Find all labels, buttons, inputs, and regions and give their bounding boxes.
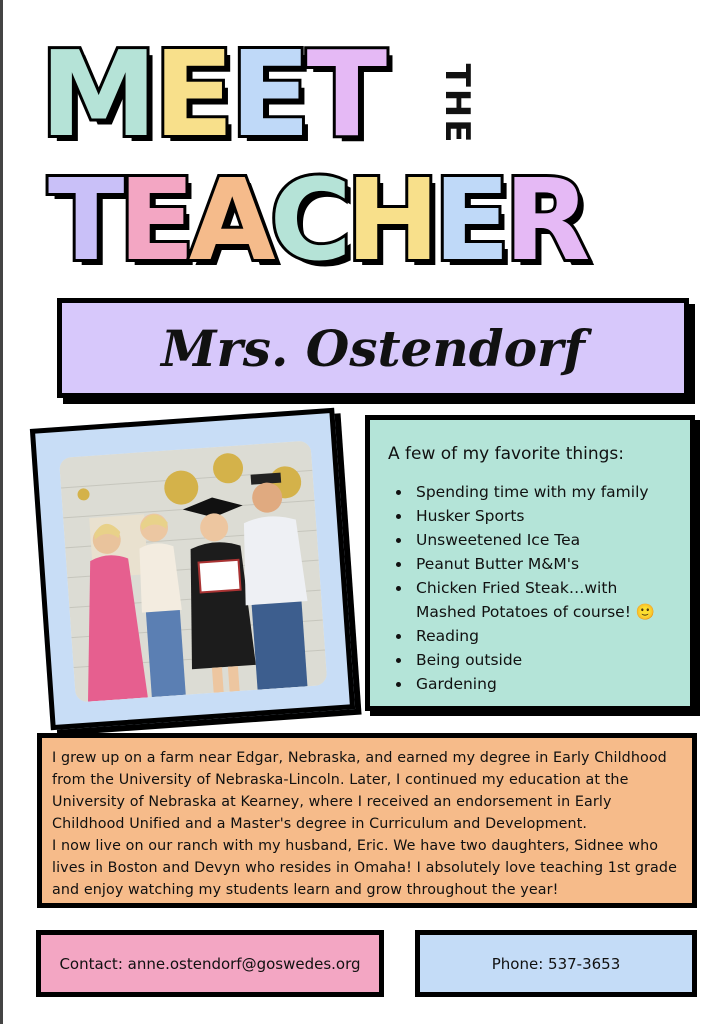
title-teacher-letter: E — [433, 156, 505, 286]
bio-paragraph-1: I grew up on a farm near Edgar, Nebraska, and earned my degree in Early Childhood from the University of Nebraska-Lincoln. Later, I continued my education at the University of Nebraska at Kearney, where I received an endorsement in Early Childhood Unified and a Master's degree in Curriculum and Development. — [52, 750, 667, 832]
title-teacher-letter: A — [188, 156, 270, 286]
bio-paragraph-2: I now live on our ranch with my husband, Eric. We have two daughters, Sidnee who lives in Boston and Devyn who resides in Omaha! I absolutely love teaching 1st grade and enjoy watching my students learn and grow throughout the year! — [52, 838, 677, 898]
favorites-list — [386, 480, 676, 696]
list-item: • Reading — [412, 624, 676, 648]
page-edge — [0, 0, 3, 1024]
title-word-teacher — [48, 156, 585, 286]
favorites-box — [365, 415, 695, 711]
title-teacher-letter: C — [269, 156, 346, 286]
teacher-name: Mrs. Ostendorf — [161, 318, 585, 378]
title-word-the: THE — [437, 63, 477, 145]
contact-box — [36, 930, 384, 997]
title-teacher-letter: E — [118, 156, 189, 286]
list-item: • Peanut Butter M&M's — [412, 552, 676, 576]
title-teacher-letter: H — [345, 156, 434, 286]
title-meet-letter: E — [230, 25, 307, 163]
list-item: • Chicken Fried Steak…with Mashed Potatoes of course! 🙂 — [412, 576, 676, 624]
bio-box — [37, 733, 697, 908]
title-word-meet — [40, 25, 384, 163]
teacher-name-banner — [57, 298, 689, 398]
favorites-heading: A few of my favorite things: — [388, 444, 625, 464]
title-meet-letter: E — [153, 25, 231, 163]
phone-number[interactable]: Phone: 537-3653 — [491, 954, 621, 973]
phone-box — [415, 930, 697, 997]
list-item: • Husker Sports — [412, 504, 676, 528]
title-teacher-letter: R — [504, 156, 585, 286]
contact-email[interactable]: Contact: anne.ostendorf@goswedes.org — [59, 954, 361, 973]
list-item: • Gardening — [412, 672, 676, 696]
family-photo — [59, 440, 327, 702]
list-item: • Spending time with my family — [412, 480, 676, 504]
list-item: • Unsweetened Ice Tea — [412, 528, 676, 552]
title-meet-letter: T — [306, 25, 384, 163]
photo-frame — [30, 408, 355, 731]
list-item: • Being outside — [412, 648, 676, 672]
title-teacher-letter: T — [48, 156, 119, 286]
title-meet-letter: M — [40, 25, 154, 163]
